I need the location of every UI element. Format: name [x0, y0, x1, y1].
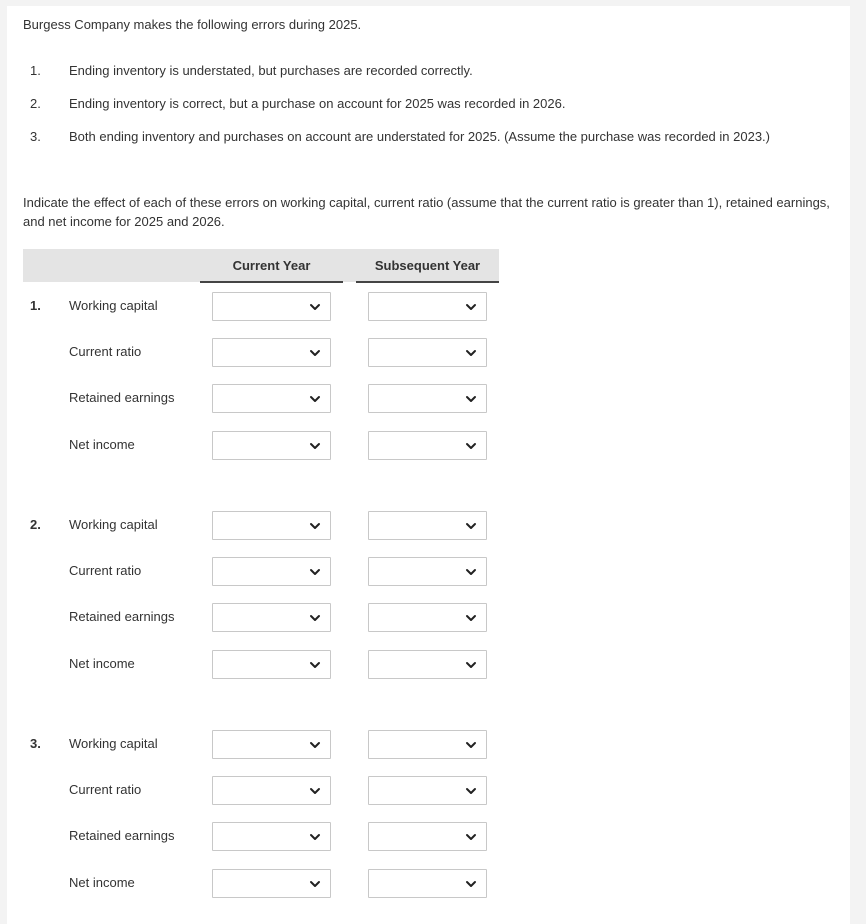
chevron-down-icon — [309, 739, 321, 751]
subsequent-year-dropdown[interactable] — [368, 292, 487, 321]
column-underline — [356, 281, 499, 283]
current-year-dropdown[interactable] — [212, 511, 331, 540]
group-number: 2. — [30, 517, 41, 532]
chevron-down-icon — [309, 566, 321, 578]
chevron-down-icon — [465, 566, 477, 578]
error-text: Both ending inventory and purchases on account are understated for 2025. (Assume the purchase was recorded in 2023.) — [69, 129, 770, 144]
subsequent-year-dropdown[interactable] — [368, 338, 487, 367]
chevron-down-icon — [465, 393, 477, 405]
chevron-down-icon — [465, 739, 477, 751]
current-year-dropdown[interactable] — [212, 730, 331, 759]
error-text: Ending inventory is correct, but a purchase on account for 2025 was recorded in 2026. — [69, 96, 566, 111]
current-year-dropdown[interactable] — [212, 431, 331, 460]
subsequent-year-dropdown[interactable] — [368, 650, 487, 679]
subsequent-year-dropdown[interactable] — [368, 603, 487, 632]
chevron-down-icon — [465, 440, 477, 452]
current-year-dropdown[interactable] — [212, 603, 331, 632]
subsequent-year-dropdown[interactable] — [368, 384, 487, 413]
error-number: 1. — [30, 63, 41, 78]
group-number: 1. — [30, 298, 41, 313]
row-label: Working capital — [69, 298, 158, 313]
current-year-dropdown[interactable] — [212, 822, 331, 851]
subsequent-year-dropdown[interactable] — [368, 557, 487, 586]
chevron-down-icon — [465, 785, 477, 797]
current-year-dropdown[interactable] — [212, 384, 331, 413]
current-year-dropdown[interactable] — [212, 292, 331, 321]
chevron-down-icon — [309, 659, 321, 671]
group-number: 3. — [30, 736, 41, 751]
instruction-text: Indicate the effect of each of these errors on working capital, current ratio (assume that the current ratio is greater than 1), retained earnings, and net income for 2025 and 2026. — [23, 195, 830, 229]
row-label: Net income — [69, 437, 135, 452]
row-label: Working capital — [69, 517, 158, 532]
chevron-down-icon — [465, 612, 477, 624]
row-label: Working capital — [69, 736, 158, 751]
subsequent-year-dropdown[interactable] — [368, 431, 487, 460]
error-text: Ending inventory is understated, but purchases are recorded correctly. — [69, 63, 473, 78]
error-number: 3. — [30, 129, 41, 144]
row-label: Retained earnings — [69, 828, 175, 843]
current-year-dropdown[interactable] — [212, 869, 331, 898]
chevron-down-icon — [309, 785, 321, 797]
error-number: 2. — [30, 96, 41, 111]
chevron-down-icon — [465, 878, 477, 890]
row-label: Current ratio — [69, 782, 142, 797]
chevron-down-icon — [309, 520, 321, 532]
row-label: Net income — [69, 875, 135, 890]
current-year-dropdown[interactable] — [212, 776, 331, 805]
subsequent-year-dropdown[interactable] — [368, 511, 487, 540]
chevron-down-icon — [465, 831, 477, 843]
row-label: Current ratio — [69, 563, 142, 578]
row-label: Net income — [69, 656, 135, 671]
intro-text: Burgess Company makes the following errors during 2025. — [23, 17, 362, 32]
chevron-down-icon — [465, 301, 477, 313]
current-year-dropdown[interactable] — [212, 338, 331, 367]
subsequent-year-dropdown[interactable] — [368, 822, 487, 851]
current-year-dropdown[interactable] — [212, 650, 331, 679]
column-header-current-year: Current Year — [232, 258, 311, 273]
row-label: Retained earnings — [69, 390, 175, 405]
chevron-down-icon — [465, 659, 477, 671]
column-underline — [200, 281, 343, 283]
row-label: Current ratio — [69, 344, 142, 359]
chevron-down-icon — [465, 347, 477, 359]
chevron-down-icon — [465, 520, 477, 532]
chevron-down-icon — [309, 347, 321, 359]
chevron-down-icon — [309, 393, 321, 405]
chevron-down-icon — [309, 612, 321, 624]
subsequent-year-dropdown[interactable] — [368, 776, 487, 805]
chevron-down-icon — [309, 878, 321, 890]
subsequent-year-dropdown[interactable] — [368, 869, 487, 898]
current-year-dropdown[interactable] — [212, 557, 331, 586]
chevron-down-icon — [309, 831, 321, 843]
chevron-down-icon — [309, 440, 321, 452]
chevron-down-icon — [309, 301, 321, 313]
row-label: Retained earnings — [69, 609, 175, 624]
subsequent-year-dropdown[interactable] — [368, 730, 487, 759]
column-header-subsequent-year: Subsequent Year — [374, 258, 481, 273]
